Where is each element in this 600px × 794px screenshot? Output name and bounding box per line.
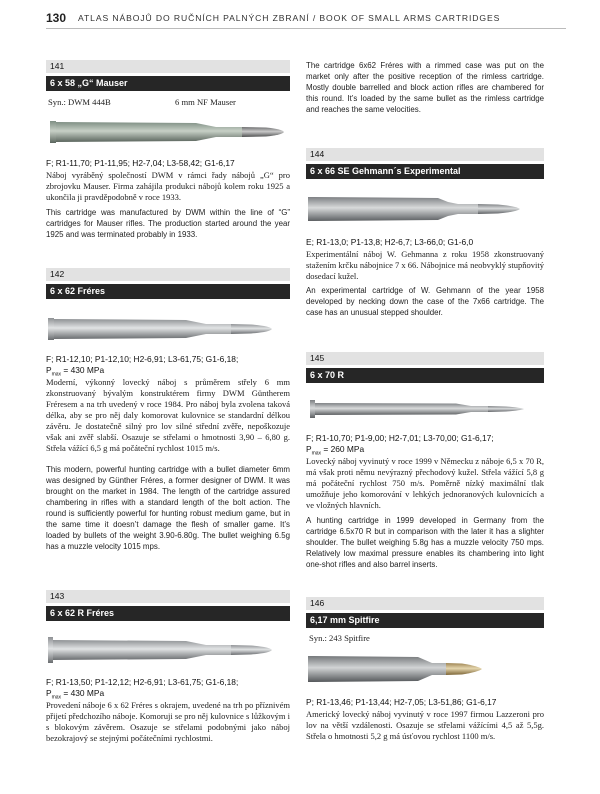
cartridge-image-143: [46, 634, 286, 666]
text-en-145: A hunting cartridge in 1999 developed in Germany from the cartridge 6.5x70 R but in comparison with the later it has a slighter shoulder. The bullet weighing 5.8g has a muzzle velocity 750 mps. Relatively low maximal pressure enables its chambering into light one-shot rifles and also barrel inserts.: [306, 516, 544, 569]
pmax-value: = 430 MPa: [61, 688, 105, 698]
specs-146: P; R1-13,46; P1-13,44; H2-7,05; L3-51,86; G1-6,17: [306, 697, 497, 707]
pmax-value: = 430 MPa: [61, 365, 105, 375]
text-cz-142: Moderní, výkonný lovecký náboj s průměrem střely 6 mm zkonstruovaný bývalým konstruktérem firmy DWM Güntherem Fréresem a na trh uvedený v roce 1984. Pro náboj byla zvolena taková délka, aby se pro něj daly komorovat kulovnice se standardní délkou závěru. Je dostatečně silný pro lov silné střední zvěře, nepoškozuje však ani zvěř slabší. Osazuje se střelami o hmotnosti 3,90 – 6,80 g. Střela vážící 6,5 g má počáteční rychlost 1015 m/s.: [46, 377, 290, 453]
entry-number-144: 144: [306, 148, 544, 161]
entry-title-142: 6 x 62 Fréres: [46, 284, 290, 299]
entry-number-142: 142: [46, 268, 290, 281]
entry-title-141: 6 x 58 „G“ Mauser: [46, 76, 290, 91]
specs-144: E; R1-13,0; P1-13,8; H2-6,7; L3-66,0; G1-6,0: [306, 237, 474, 247]
text-cz-144: Experimentální náboj W. Gehmanna z roku 1958 zkonstruovaný stažením krčku nábojnice 7 x 66. Nábojnice má neobvyklý stupňovitý dosedací kužel.: [306, 249, 544, 281]
pmax-145: [306, 444, 364, 457]
pmax-value: = 260 MPa: [321, 444, 365, 454]
synonym-141-alt: 6 mm NF Mauser: [175, 97, 236, 107]
entry-number-143: 143: [46, 590, 290, 603]
text-en-141: This cartridge was manufactured by DWM within the line of “G” cartridges for Mauser rifles. The production started around the year 1925 and was terminated probably in 1933.: [46, 208, 290, 239]
pmax-143: [46, 688, 104, 701]
pmax-sub: max: [51, 371, 62, 378]
pmax-sub: max: [311, 450, 322, 457]
specs-143: F; R1-13,50; P1-12,12; H2-6,91; L3-61,75; G1-6,18;: [46, 677, 239, 687]
text-en-142: This modern, powerful hunting cartridge with a bullet diameter 6mm was designed by Günther Fréres, a former designer of DWM. It was brought on the market in 1984. The length of the cartridge assured chambering in rifles with a standard length of the bolt action. The round is sufficiently powerful for hunting robust medium game, but in the same time it doesn’t damage the flesh of smaller game. It’s loaded by bullets of the weight 3.90-6.80g. The bullet weighing 6.5g has a muzzle velocity 1015 mps.: [46, 465, 290, 551]
book-title: ATLAS NÁBOJŮ DO RUČNÍCH PALNÝCH ZBRANÍ / BOOK OF SMALL ARMS CARTRIDGES: [78, 13, 501, 23]
pmax-label: P: [306, 444, 312, 454]
text-cz-145: Lovecký náboj vyvinutý v roce 1999 v Německu z náboje 6,5 x 70 R, má však proti němu nevýrazný přechodový kužel. Střela vážící 5,8 g má počáteční rychlost 750 m/s. Poměrně nízký maximální tlak umožňuje jeho komorování v lehkých jednoranových kulovnicích a ve vložných hlavních.: [306, 456, 544, 510]
synonym-141: Syn.: DWM 444B: [48, 97, 111, 107]
entry-title-144: 6 x 66 SE Gehmann´s Experimental: [306, 164, 544, 179]
specs-145: F; R1-10,70; P1-9,00; H2-7,01; L3-70,00; G1-6,17;: [306, 433, 494, 443]
specs-142: F; R1-12,10; P1-12,10; H2-6,91; L3-61,75; G1-6,18;: [46, 354, 239, 364]
entry-number-146: 146: [306, 597, 544, 610]
cartridge-image-144: [306, 193, 544, 225]
pmax-label: P: [46, 365, 52, 375]
entry-number-145: 145: [306, 352, 544, 365]
text-en-143-continued: The cartridge 6x62 Fréres with a rimmed case was put on the market only after the positive reception of the rimless cartridge. Mostly double barrelled and block action rifles are chambered for this round. It’s loaded by the same bullet as the rimless cartridge and reaches the same velocities.: [306, 61, 544, 114]
text-cz-146: Americký lovecký náboj vyvinutý v roce 1997 firmou Lazzeroni pro lov na větší vzdálenosti. Osazuje se střelami vážícími 4,5 až 5,5g. Střela o hmotnosti 5,2 g má úsťovou rychlost 1100 m/s.: [306, 709, 544, 741]
cartridge-image-145: [306, 394, 544, 424]
specs-141: F; R1-11,70; P1-11,95; H2-7,04; L3-58,42; G1-6,17: [46, 158, 235, 168]
entry-number-141: 141: [46, 60, 290, 73]
pmax-label: P: [46, 688, 52, 698]
entry-title-145: 6 x 70 R: [306, 368, 544, 383]
running-header: [46, 10, 566, 29]
cartridge-image-142: [46, 313, 286, 345]
cartridge-image-146: [306, 652, 544, 686]
entry-title-143: 6 x 62 R Fréres: [46, 606, 290, 621]
entry-title-146: 6,17 mm Spitfire: [306, 613, 544, 628]
text-en-144: An experimental cartridge of W. Gehmann of the year 1958 developed by necking down the case of the 7x66 cartridge. The case has an unusual stepped shoulder.: [306, 286, 544, 317]
synonym-146: Syn.: 243 Spitfire: [309, 633, 370, 643]
cartridge-image-141: [46, 116, 286, 148]
pmax-sub: max: [51, 694, 62, 701]
page-number: 130: [46, 11, 67, 25]
text-cz-141: Náboj vyráběný společností DWM v rámci řady nábojů „G“ pro zbrojovku Mauser. Firma zahájila produkci nábojů kolem roku 1925 a ukončila ji pravděpodobně v roce 1933.: [46, 170, 290, 202]
text-cz-143: Provedení náboje 6 x 62 Fréres s okrajem, uvedené na trh po příznivém přijetí předchozího náboje. Komoruji se pro něj kulovnice s lůžkovým i s blokovým závěrem. Osazuje se střelami podobnými jako náboj bezokrajový se stejnými počátečními rychlostmi.: [46, 700, 290, 743]
pmax-142: [46, 365, 104, 378]
